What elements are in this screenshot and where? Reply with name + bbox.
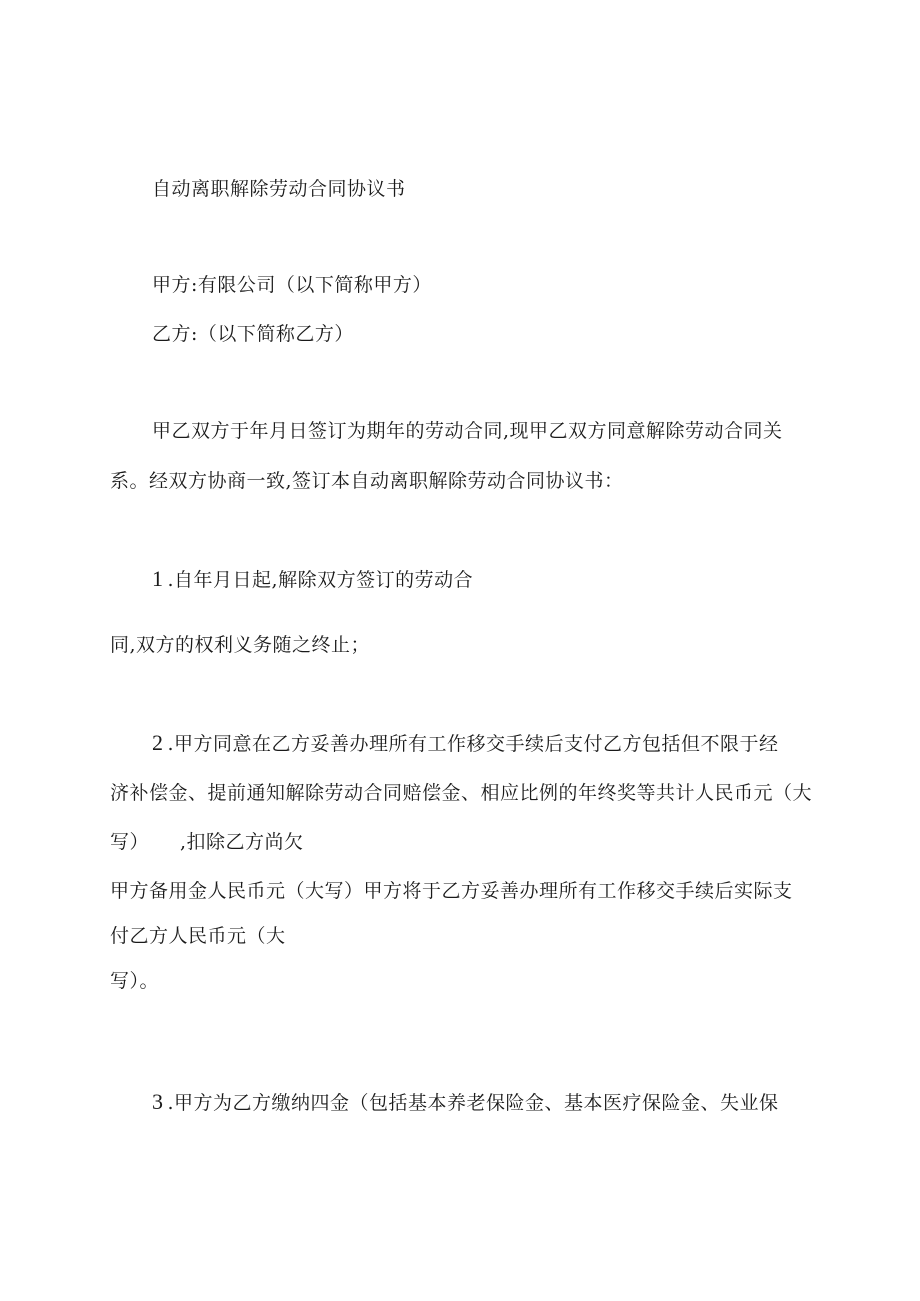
clause-2-line-1 [152,731,779,756]
clause-1-number: 1 [152,566,164,591]
clause-1-line-2: 同,双方的权利义务随之终止； [110,634,371,656]
clause-2-number: 2 [152,730,164,755]
clause-2-line-2: 济补偿金、提前通知解除劳动合同赔偿金、相应比例的年终奖等共计人民币元（大 [110,782,813,804]
document-title: 自动离职解除劳动合同协议书 [152,178,406,200]
clause-3-number: 3 [152,1089,164,1114]
intro-line-2: 系。经双方协商一致,签订本自动离职解除劳动合同协议书： [110,470,624,492]
clause-2-line-5: 付乙方人民币元（大 [110,925,286,947]
clause-1-text: .自年月日起,解除双方签订的劳动合 [167,569,474,591]
clause-2-line-4: 甲方备用金人民币元（大写）甲方将于乙方妥善办理所有工作移交手续后实际支 [110,880,793,902]
clause-2-line-3a: 写） [110,831,150,853]
party-b-line: 乙方:（以下简称乙方） [152,323,354,345]
clause-1-line-1 [152,567,473,592]
clause-3-line-1 [152,1090,779,1115]
clause-2-line-6: 写）。 [110,970,160,992]
clause-2-text: .甲方同意在乙方妥善办理所有工作移交手续后支付乙方包括但不限于经 [167,733,779,755]
intro-line-1: 甲乙双方于年月日签订为期年的劳动合同,现甲乙双方同意解除劳动合同关 [152,420,783,442]
clause-3-text: .甲方为乙方缴纳四金（包括基本养老保险金、基本医疗保险金、失业保 [167,1092,779,1114]
party-a-line: 甲方:有限公司（以下简称甲方） [152,274,432,296]
clause-2-line-3b: ,扣除乙方尚欠 [180,831,304,853]
